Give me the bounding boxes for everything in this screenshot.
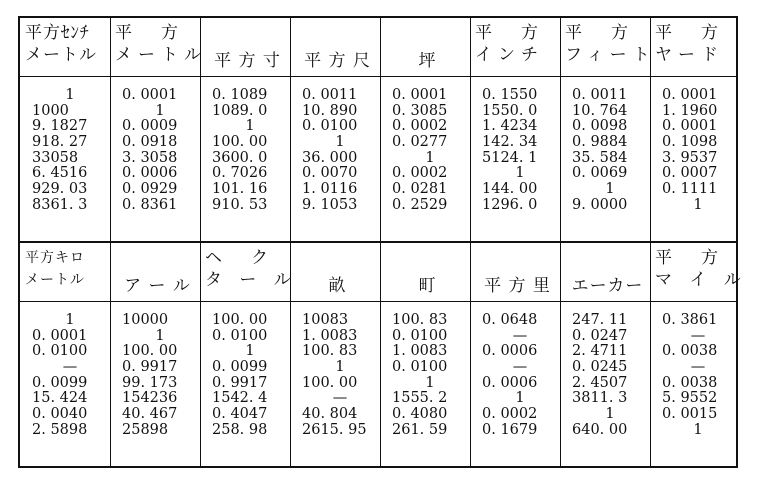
bottom-header-line: メートル <box>25 272 85 288</box>
top-data-cell: 0. 8361 <box>122 196 178 213</box>
top-data-cell: 1 <box>515 165 525 182</box>
bottom-header-cell <box>651 243 747 301</box>
top-data-cell: 0. 0277 <box>392 134 448 151</box>
top-data-cell: 3. 3058 <box>122 149 178 166</box>
top-header-cell <box>111 18 207 76</box>
top-data-column <box>482 88 558 214</box>
top-data-cell: 1 <box>693 196 703 213</box>
bottom-data-column <box>212 313 288 439</box>
bottom-data-cell: 0. 0002 <box>482 406 538 423</box>
bottom-data-cell: 2. 4507 <box>572 374 628 391</box>
top-data-cell: 1000 <box>32 102 69 119</box>
bottom-data-cell: 10083 <box>302 312 349 328</box>
bottom-data-cell: 100. 83 <box>302 343 358 360</box>
bottom-data-cell: 40. 467 <box>122 406 178 423</box>
column-divider <box>200 18 201 466</box>
top-header-cell <box>381 18 470 76</box>
top-data-cell: 0. 0011 <box>572 87 628 103</box>
top-data-cell: 1 <box>65 87 75 103</box>
top-data-column <box>122 88 198 214</box>
top-data-cell: 0. 0100 <box>302 118 358 135</box>
area-conversion-table <box>18 16 747 468</box>
top-data-column <box>392 88 468 214</box>
top-header-cell <box>201 18 290 76</box>
top-data-cell: 144. 00 <box>482 181 538 198</box>
bottom-data-cell: 0. 0040 <box>32 406 88 423</box>
bottom-data-column <box>662 313 734 439</box>
top-data-cell: 9. 1053 <box>302 196 358 213</box>
bottom-data-cell: 1 <box>155 327 165 344</box>
top-header-cell <box>561 18 656 76</box>
bottom-header-line: タ ー ル <box>205 270 297 290</box>
top-header-line: 平 方 <box>475 23 544 43</box>
top-data-column <box>662 88 734 214</box>
top-header-cell <box>291 18 380 76</box>
bottom-data-cell: 0. 0100 <box>212 327 268 344</box>
top-data-cell: 0. 0007 <box>662 165 718 182</box>
bottom-data-cell: 0. 0015 <box>662 406 718 423</box>
bottom-header-cell <box>471 243 560 301</box>
top-data-cell: 36. 000 <box>302 149 358 166</box>
bottom-data-column <box>482 313 558 439</box>
top-data-cell: 929. 03 <box>32 181 88 198</box>
bottom-data-cell: 0. 0100 <box>392 359 448 376</box>
bottom-data-cell: 0. 1679 <box>482 421 538 438</box>
top-data-cell: 0. 0281 <box>392 181 448 198</box>
bottom-header-line: エーカー <box>571 276 644 296</box>
top-data-cell: 101. 16 <box>212 181 268 198</box>
bottom-data-cell: — <box>690 359 706 376</box>
top-data-cell: 142. 34 <box>482 134 538 151</box>
bottom-data-cell: 258. 98 <box>212 421 268 438</box>
top-data-cell: 10. 890 <box>302 102 358 119</box>
bottom-data-cell: 1 <box>515 390 525 407</box>
top-data-cell: 1550. 0 <box>482 102 538 119</box>
bottom-header-line: マ イ ル <box>655 270 747 290</box>
bottom-data-column <box>122 313 198 439</box>
bottom-header-line: 畝 <box>328 276 347 296</box>
bottom-data-cell: 0. 0001 <box>32 327 88 344</box>
bottom-header-cell <box>561 243 650 301</box>
top-data-cell: 1296. 0 <box>482 196 538 213</box>
top-header-line: 平 方 尺 <box>304 51 371 71</box>
bottom-data-cell: 1555. 2 <box>392 390 448 407</box>
bottom-header-cell <box>291 243 380 301</box>
top-data-cell: 9. 1827 <box>32 118 88 135</box>
bottom-header-line: 平 方 <box>655 248 724 268</box>
top-data-cell: 910. 53 <box>212 196 268 213</box>
top-header-line: ヤード <box>655 45 724 65</box>
bottom-data-cell: — <box>512 327 528 344</box>
top-data-cell: 1 <box>155 102 165 119</box>
top-data-cell: 0. 1089 <box>212 87 268 103</box>
column-divider <box>560 18 561 466</box>
top-data-cell: 0. 2529 <box>392 196 448 213</box>
top-data-cell: 3. 9537 <box>662 149 718 166</box>
top-header-cell <box>471 18 560 76</box>
top-data-cell: 1. 0116 <box>302 181 358 198</box>
top-data-cell: 1 <box>605 181 615 198</box>
bottom-data-column <box>302 313 378 439</box>
top-data-cell: 10. 764 <box>572 102 628 119</box>
top-data-cell: 0. 0918 <box>122 134 178 151</box>
top-data-cell: 0. 0929 <box>122 181 178 198</box>
bottom-data-cell: 10000 <box>122 312 169 328</box>
bottom-data-cell: 0. 0006 <box>482 343 538 360</box>
top-data-cell: 35. 584 <box>572 149 628 166</box>
bottom-data-cell: 1 <box>65 312 75 328</box>
top-data-cell: 1. 4234 <box>482 118 538 135</box>
top-data-cell: 1 <box>245 118 255 135</box>
top-data-cell: 6. 4516 <box>32 165 88 182</box>
bottom-data-column <box>32 313 108 439</box>
top-data-column <box>212 88 288 214</box>
bottom-data-cell: 2615. 95 <box>302 421 367 438</box>
bottom-data-cell: 0. 3861 <box>662 312 718 328</box>
bottom-header-cell <box>21 243 110 301</box>
bottom-data-cell: 0. 0648 <box>482 312 538 328</box>
bottom-data-cell: 0. 4047 <box>212 406 268 423</box>
bottom-data-column <box>572 313 648 439</box>
top-data-column <box>32 88 108 214</box>
top-data-cell: 0. 0001 <box>662 87 718 103</box>
bottom-header-line: ヘ ク <box>205 248 274 268</box>
bottom-data-cell: 247. 11 <box>572 312 628 328</box>
top-header-line: メートル <box>115 45 207 65</box>
column-divider <box>110 18 111 466</box>
bottom-data-cell: 1. 0083 <box>392 343 448 360</box>
bottom-data-cell: 1 <box>335 359 345 376</box>
top-data-cell: 0. 0001 <box>122 87 178 103</box>
top-header-line: フィート <box>565 45 656 65</box>
bottom-data-cell: 1 <box>693 421 703 438</box>
bottom-data-cell: 640. 00 <box>572 421 628 438</box>
bottom-data-cell: — <box>690 327 706 344</box>
bottom-data-cell: 2. 5898 <box>32 421 88 438</box>
top-header-line: メートル <box>25 45 97 65</box>
top-header-line: 平 方 寸 <box>214 51 281 71</box>
top-data-cell: 100. 00 <box>212 134 268 151</box>
top-data-cell: 0. 0069 <box>572 165 628 182</box>
top-data-cell: 0. 1550 <box>482 87 538 103</box>
bottom-header-line: 平 方 里 <box>484 276 551 296</box>
bottom-header-cell <box>111 243 200 301</box>
top-data-cell: 918. 27 <box>32 134 88 151</box>
top-header-line: 平 方 <box>655 23 724 43</box>
top-data-cell: 0. 0009 <box>122 118 178 135</box>
top-data-cell: 0. 0006 <box>122 165 178 182</box>
top-data-cell: 9. 0000 <box>572 196 628 213</box>
top-header-line: 平方ｾﾝﾁ <box>25 23 90 43</box>
top-data-cell: 3600. 0 <box>212 149 268 166</box>
bottom-data-cell: 1 <box>245 343 255 360</box>
bottom-data-cell: 5. 9552 <box>662 390 718 407</box>
top-data-cell: 0. 3085 <box>392 102 448 119</box>
bottom-data-cell: — <box>62 359 78 376</box>
top-header-line: インチ <box>475 45 544 65</box>
top-data-cell: 0. 0011 <box>302 87 358 103</box>
bottom-header-cell <box>381 243 470 301</box>
bottom-data-column <box>392 313 468 439</box>
top-data-cell: 1 <box>425 149 435 166</box>
top-header-cell <box>21 18 110 76</box>
bottom-data-cell: 0. 0006 <box>482 374 538 391</box>
top-data-cell: 0. 0001 <box>662 118 718 135</box>
bottom-data-cell: 15. 424 <box>32 390 88 407</box>
bottom-data-cell: — <box>512 359 528 376</box>
bottom-data-cell: 0. 9917 <box>122 359 178 376</box>
top-data-cell: 0. 1111 <box>662 181 718 198</box>
column-divider <box>650 18 651 466</box>
bottom-data-cell: 100. 00 <box>212 312 268 328</box>
top-header-divider <box>20 76 736 77</box>
bottom-data-cell: 2. 4711 <box>572 343 628 360</box>
top-header-cell <box>651 18 736 76</box>
top-data-cell: 0. 1098 <box>662 134 718 151</box>
column-divider <box>380 18 381 466</box>
bottom-data-cell: 100. 83 <box>392 312 448 328</box>
bottom-data-cell: 0. 0100 <box>32 343 88 360</box>
bottom-data-cell: 1 <box>425 374 435 391</box>
bottom-data-cell: 0. 0247 <box>572 327 628 344</box>
top-header-line: 平 方 <box>565 23 634 43</box>
bottom-data-cell: 1542. 4 <box>212 390 268 407</box>
bottom-data-cell: — <box>332 390 348 407</box>
bottom-data-cell: 0. 4080 <box>392 406 448 423</box>
top-data-column <box>302 88 378 214</box>
top-data-cell: 5124. 1 <box>482 149 538 166</box>
column-divider <box>290 18 291 466</box>
top-data-cell: 1. 1960 <box>662 102 718 119</box>
top-data-column <box>572 88 648 214</box>
bottom-data-cell: 100. 00 <box>122 343 178 360</box>
bottom-data-cell: 154236 <box>122 390 178 407</box>
top-data-cell: 0. 9884 <box>572 134 628 151</box>
bottom-header-line: 平方キロ <box>25 250 85 266</box>
bottom-data-cell: 25898 <box>122 421 169 438</box>
bottom-data-cell: 0. 0099 <box>212 359 268 376</box>
bottom-data-cell: 261. 59 <box>392 421 448 438</box>
top-header-line: 坪 <box>418 51 437 71</box>
bottom-data-cell: 100. 00 <box>302 374 358 391</box>
top-data-cell: 0. 7026 <box>212 165 268 182</box>
bottom-data-cell: 0. 0099 <box>32 374 88 391</box>
top-data-cell: 0. 0002 <box>392 118 448 135</box>
top-data-cell: 1 <box>335 134 345 151</box>
top-data-cell: 0. 0001 <box>392 87 448 103</box>
bottom-data-cell: 1 <box>605 406 615 423</box>
top-data-cell: 0. 0098 <box>572 118 628 135</box>
bottom-data-cell: 0. 0038 <box>662 343 718 360</box>
bottom-data-cell: 3811. 3 <box>572 390 628 407</box>
bottom-data-cell: 40. 804 <box>302 406 358 423</box>
top-data-cell: 0. 0002 <box>392 165 448 182</box>
top-data-cell: 0. 0070 <box>302 165 358 182</box>
bottom-header-cell <box>201 243 297 301</box>
top-data-cell: 33058 <box>32 149 79 166</box>
bottom-data-cell: 0. 0038 <box>662 374 718 391</box>
top-data-cell: 1089. 0 <box>212 102 268 119</box>
top-header-line: 平 方 <box>115 23 184 43</box>
bottom-data-cell: 1. 0083 <box>302 327 358 344</box>
top-data-cell: 8361. 3 <box>32 196 88 213</box>
bottom-data-cell: 0. 0100 <box>392 327 448 344</box>
bottom-data-cell: 0. 0245 <box>572 359 628 376</box>
bottom-header-divider <box>20 301 736 302</box>
bottom-data-cell: 99. 173 <box>122 374 178 391</box>
column-divider <box>470 18 471 466</box>
bottom-data-cell: 0. 9917 <box>212 374 268 391</box>
bottom-header-line: ア ー ル <box>124 276 191 296</box>
bottom-header-line: 町 <box>418 276 437 296</box>
